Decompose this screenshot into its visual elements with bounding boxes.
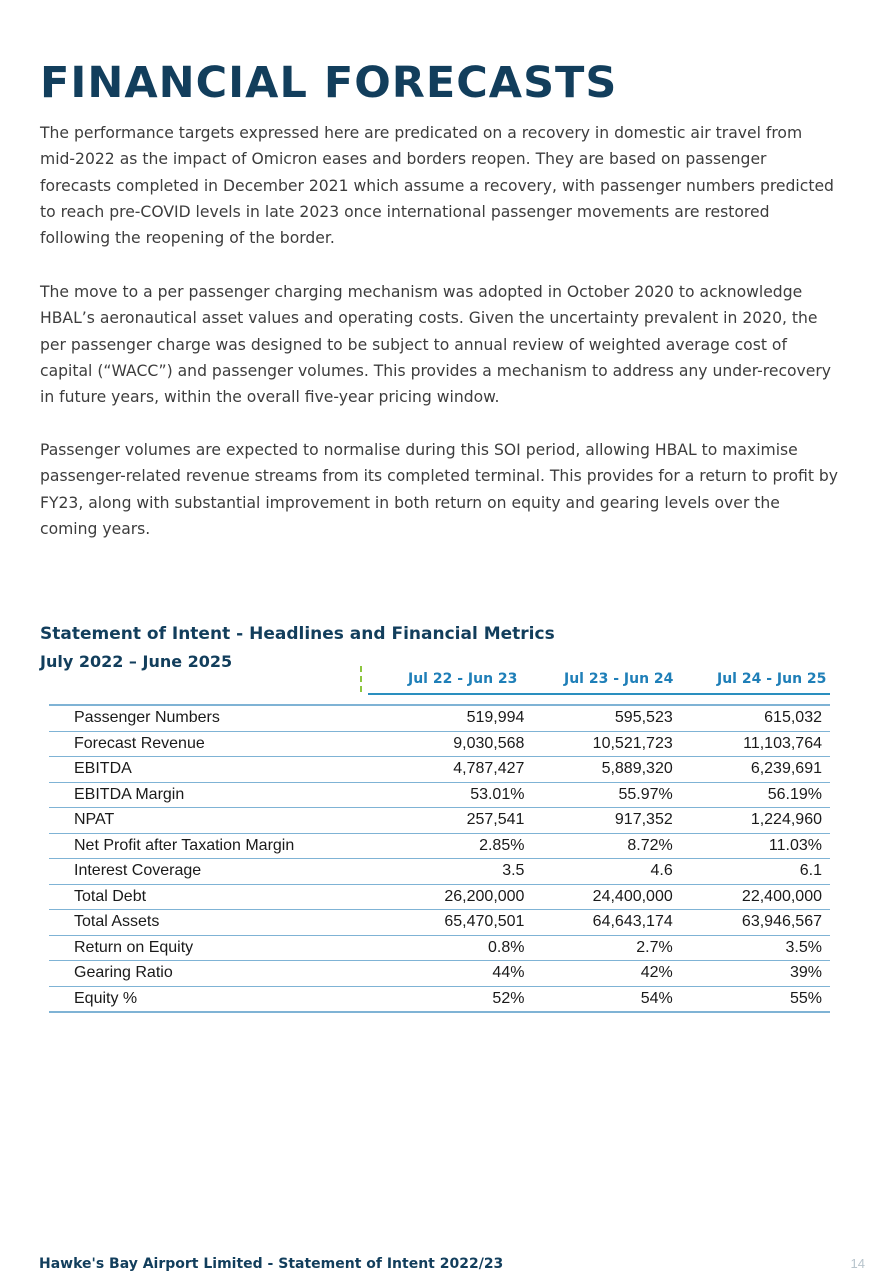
table-subtitle: July 2022 – June 2025	[40, 652, 233, 671]
row-value: 11,103,764	[673, 731, 830, 757]
financial-metrics-table	[49, 704, 830, 1013]
row-value: 3.5	[391, 859, 525, 885]
row-value: 5,889,320	[524, 757, 672, 783]
row-label: Total Assets	[49, 910, 391, 936]
row-value: 615,032	[673, 705, 830, 731]
row-value: 4.6	[524, 859, 672, 885]
row-value: 595,523	[524, 705, 672, 731]
row-value: 4,787,427	[391, 757, 525, 783]
row-value: 39%	[673, 961, 830, 987]
row-value: 9,030,568	[391, 731, 525, 757]
outlook-paragraph: Passenger volumes are expected to normalise during this SOI period, allowing HBAL to maximise passenger-related revenue streams from its completed terminal. This provides for a return to profit by FY23, along with substantial improvement in both return on equity and gearing levels over the coming years.	[40, 441, 839, 538]
column-header-fy23: Jul 22 - Jun 23	[408, 671, 518, 687]
table-row	[49, 884, 830, 910]
row-value: 54%	[524, 986, 672, 1012]
table-row	[49, 961, 830, 987]
row-value: 6,239,691	[673, 757, 830, 783]
row-label: Passenger Numbers	[49, 705, 391, 731]
row-label: Gearing Ratio	[49, 961, 391, 987]
row-value: 64,643,174	[524, 910, 672, 936]
footer-text: Hawke's Bay Airport Limited - Statement of Intent 2022/23	[39, 1256, 504, 1272]
row-value: 2.85%	[391, 833, 525, 859]
table-row	[49, 782, 830, 808]
row-value: 44%	[391, 961, 525, 987]
row-value: 42%	[524, 961, 672, 987]
row-value: 56.19%	[673, 782, 830, 808]
row-value: 26,200,000	[391, 884, 525, 910]
table-row	[49, 808, 830, 834]
row-value: 55%	[673, 986, 830, 1012]
row-label: Equity %	[49, 986, 391, 1012]
row-label: Forecast Revenue	[49, 731, 391, 757]
row-value: 8.72%	[524, 833, 672, 859]
table-column-headers	[368, 669, 830, 695]
row-value: 55.97%	[524, 782, 672, 808]
row-label: Net Profit after Taxation Margin	[49, 833, 391, 859]
row-value: 11.03%	[673, 833, 830, 859]
row-value: 24,400,000	[524, 884, 672, 910]
row-label: EBITDA	[49, 757, 391, 783]
column-header-fy25: Jul 24 - Jun 25	[717, 671, 827, 687]
row-value: 63,946,567	[673, 910, 830, 936]
table-row	[49, 731, 830, 757]
row-value: 10,521,723	[524, 731, 672, 757]
row-value: 1,224,960	[673, 808, 830, 834]
row-value: 917,352	[524, 808, 672, 834]
table-row	[49, 705, 830, 731]
row-value: 2.7%	[524, 935, 672, 961]
row-value: 519,994	[391, 705, 525, 731]
table-row	[49, 757, 830, 783]
row-label: NPAT	[49, 808, 391, 834]
row-label: Return on Equity	[49, 935, 391, 961]
pricing-paragraph: The move to a per passenger charging mechanism was adopted in October 2020 to acknowledge HBAL’s aeronautical asset values and operating costs. Given the uncertainty prevalent in 2020, the per passenger charge was designed to be subject to annual review of weighted average cost of capital (“WACC”) and passenger volumes. This provides a mechanism to address any under-recovery in future years, within the overall five-year pricing window.	[40, 283, 832, 407]
row-value: 0.8%	[391, 935, 525, 961]
table-row	[49, 986, 830, 1012]
page-title: FINANCIAL FORECASTS	[40, 58, 618, 108]
row-value: 53.01%	[391, 782, 525, 808]
row-value: 52%	[391, 986, 525, 1012]
row-label: EBITDA Margin	[49, 782, 391, 808]
row-value: 65,470,501	[391, 910, 525, 936]
table-row	[49, 833, 830, 859]
table-title: Statement of Intent - Headlines and Financial Metrics	[40, 624, 555, 644]
table-row	[49, 935, 830, 961]
column-divider-marker	[360, 666, 362, 692]
row-value: 22,400,000	[673, 884, 830, 910]
intro-paragraph: The performance targets expressed here are predicated on a recovery in domestic air travel from mid-2022 as the impact of Omicron eases and borders reopen. They are based on passenger forecasts completed in December 2021 which assume a recovery, with passenger numbers predicted to reach pre-COVID levels in late 2023 once international passenger movements are restored following the reopening of the border.	[40, 124, 834, 248]
table-row	[49, 859, 830, 885]
row-value: 3.5%	[673, 935, 830, 961]
page-number: 14	[850, 1256, 865, 1271]
column-header-fy24: Jul 23 - Jun 24	[564, 671, 674, 687]
row-label: Total Debt	[49, 884, 391, 910]
row-value: 6.1	[673, 859, 830, 885]
row-label: Interest Coverage	[49, 859, 391, 885]
row-value: 257,541	[391, 808, 525, 834]
table-row	[49, 910, 830, 936]
